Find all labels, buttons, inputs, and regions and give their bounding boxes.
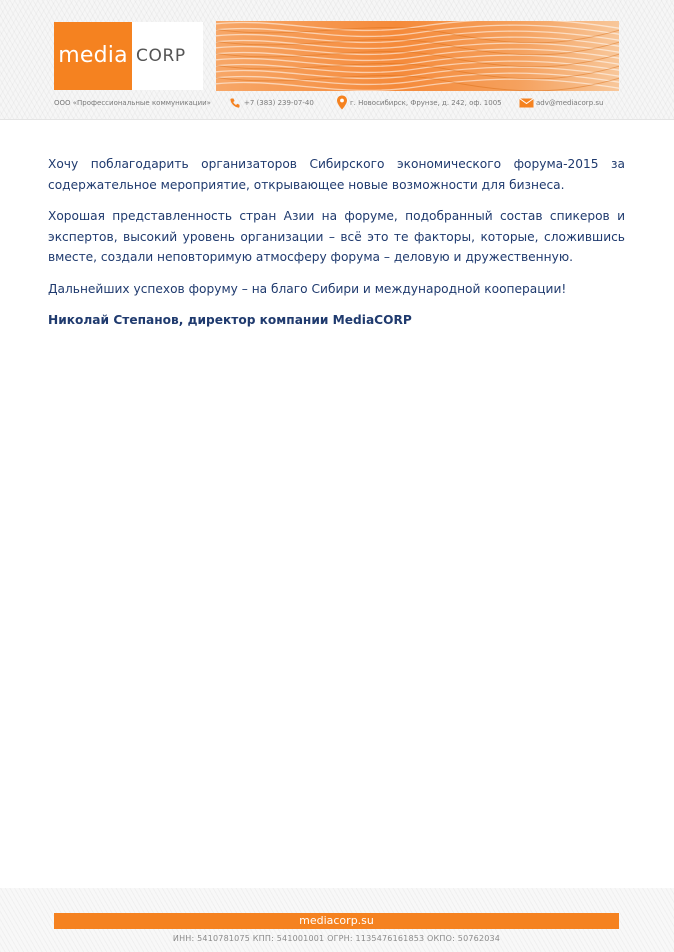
phone-number: +7 (383) 239-07-40: [244, 99, 314, 107]
letter-paragraph-2: Хорошая представленность стран Азии на форуме, подобранный состав спикеров и экспертов, высокий уровень организации – всё это те факторы, которые, сложившись вместе, создали неповторимую атмосферу форума – деловую и дружественную.: [48, 209, 625, 264]
logo-media-text: media: [54, 22, 132, 90]
company-name: ООО «Профессиональные коммуникации»: [54, 99, 211, 107]
letter-paragraph-3: Дальнейших успехов форуму – на благо Сибири и международной кооперации!: [48, 281, 567, 296]
header-wave-pattern: [216, 21, 619, 91]
footer-requisites: ИНН: 5410781075 КПП: 541001001 ОГРН: 1135476161853 ОКПО: 50762034: [172, 934, 501, 943]
phone-icon: [229, 97, 241, 111]
location-pin-icon: [336, 95, 348, 112]
email: adv@mediacorp.su: [536, 99, 604, 107]
footer-website-bar[interactable]: mediacorp.su: [54, 913, 619, 929]
envelope-icon: [519, 98, 534, 110]
letter-body: [48, 154, 625, 342]
letter-signature: Николай Степанов, директор компании MediaCORP: [48, 313, 412, 327]
logo-corp-text: CORP: [136, 46, 186, 66]
company-logo: [54, 22, 203, 90]
letter-paragraph-1: Хочу поблагодарить организаторов Сибирского экономического форума-2015 за содержательное мероприятие, открывающее новые возможности для бизнеса.: [48, 157, 625, 192]
contact-bar: [54, 96, 620, 110]
address: г. Новосибирск, Фрунзе, д. 242, оф. 1005: [350, 99, 502, 107]
